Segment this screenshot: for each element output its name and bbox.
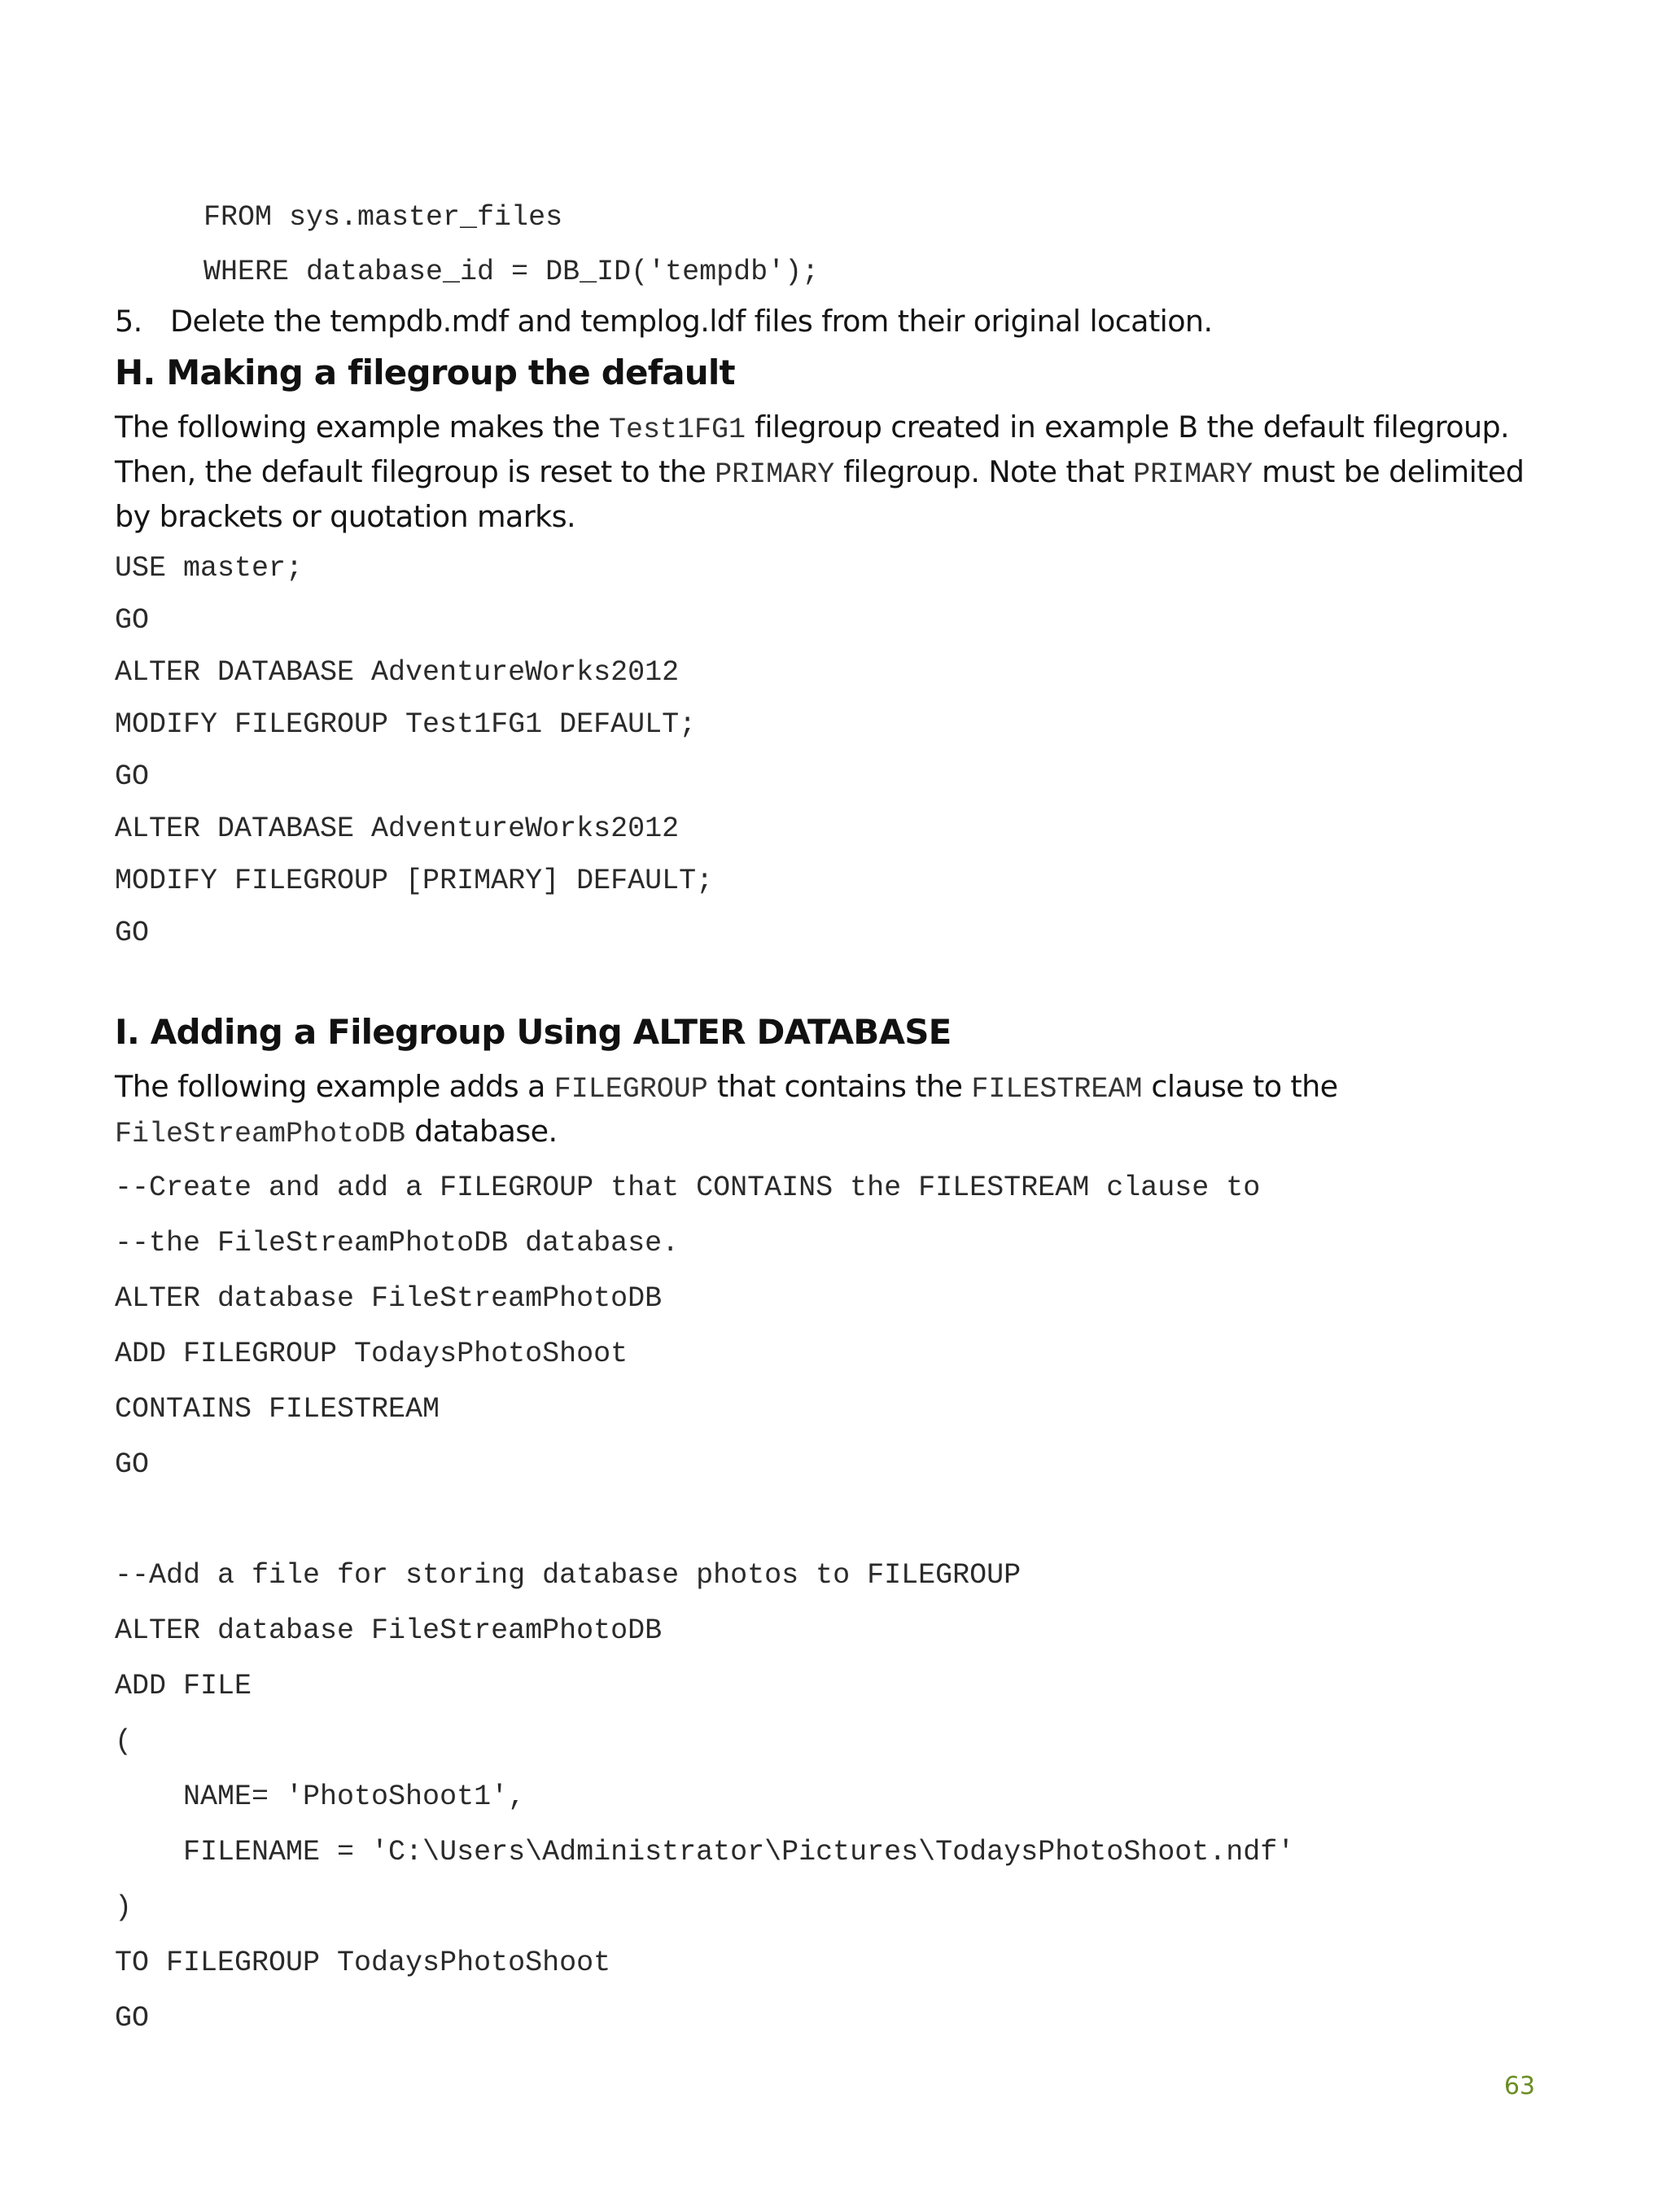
para-text: filegroup. Note that — [834, 454, 1134, 489]
code-line: GO — [115, 2002, 150, 2035]
para-text: The following example makes the — [115, 410, 610, 445]
code-line: ALTER DATABASE AdventureWorks2012 — [115, 813, 680, 845]
section-h-paragraph — [115, 406, 1564, 538]
code-line: ) — [115, 1891, 133, 1924]
code-line: ADD FILEGROUP TodaysPhotoShoot — [115, 1338, 628, 1370]
inline-code: PRIMARY — [715, 458, 835, 491]
code-line: ADD FILE — [115, 1670, 252, 1702]
step-number: 5. — [115, 304, 142, 339]
para-text: database. — [405, 1114, 558, 1149]
code-line: GO — [115, 760, 150, 793]
para-text: filegroup created in example B the default filegroup. Then, the default filegroup is reset to the — [115, 410, 1510, 489]
inline-code: Test1FG1 — [609, 414, 746, 446]
page-number: 63 — [1503, 2072, 1535, 2100]
code-line: --Create and add a FILEGROUP that CONTAINS the FILESTREAM clause to — [115, 1172, 1261, 1204]
code-line: MODIFY FILEGROUP Test1FG1 DEFAULT; — [115, 708, 697, 741]
code-line: --the FileStreamPhotoDB database. — [115, 1227, 680, 1259]
code-line: ALTER database FileStreamPhotoDB — [115, 1614, 663, 1647]
code-line: ( — [115, 1725, 133, 1758]
code-line: FILENAME = 'C:\Users\Administrator\Pictures\TodaysPhotoShoot.ndf' — [115, 1836, 1295, 1868]
top-code-line: FROM sys.master_files — [203, 201, 563, 234]
code-line: ALTER DATABASE AdventureWorks2012 — [115, 656, 680, 689]
code-line: MODIFY FILEGROUP [PRIMARY] DEFAULT; — [115, 865, 714, 897]
para-text: clause to the — [1142, 1069, 1338, 1104]
para-text: that contains the — [707, 1069, 972, 1104]
top-code-line: WHERE database_id = DB_ID('tempdb'); — [203, 256, 820, 288]
inline-code: FILESTREAM — [971, 1073, 1143, 1106]
code-line: GO — [115, 1448, 150, 1481]
code-line: NAME= 'PhotoShoot1', — [115, 1781, 526, 1813]
para-text: The following example adds a — [115, 1069, 554, 1104]
step-text: Delete the tempdb.mdf and templog.ldf files from their original location. — [170, 304, 1213, 339]
section-i-heading: I. Adding a Filegroup Using ALTER DATABASE — [115, 1012, 952, 1052]
code-line: USE master; — [115, 552, 304, 585]
para-text: must be delimited by brackets or quotation marks. — [115, 454, 1525, 534]
section-i-paragraph — [115, 1066, 1564, 1155]
code-line: CONTAINS FILESTREAM — [115, 1393, 440, 1426]
section-h-heading: H. Making a filegroup the default — [115, 353, 735, 392]
code-line: --Add a file for storing database photos to FILEGROUP — [115, 1559, 1022, 1592]
code-line: TO FILEGROUP TodaysPhotoShoot — [115, 1947, 611, 1979]
inline-code: FileStreamPhotoDB — [115, 1118, 406, 1150]
code-line: ALTER database FileStreamPhotoDB — [115, 1282, 663, 1315]
inline-code: PRIMARY — [1133, 458, 1254, 491]
step-5-item — [115, 300, 1212, 343]
inline-code: FILEGROUP — [553, 1073, 708, 1106]
code-line: GO — [115, 917, 150, 949]
code-line: GO — [115, 604, 150, 637]
